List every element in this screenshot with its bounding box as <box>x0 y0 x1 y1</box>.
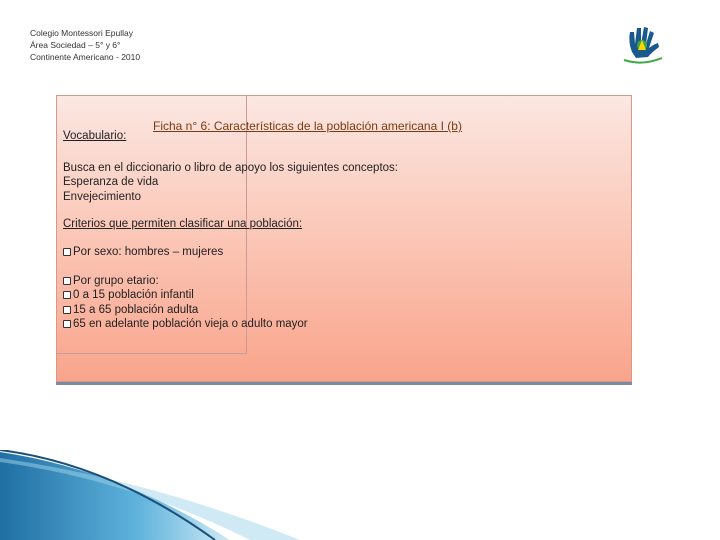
square-bullet-icon <box>63 320 71 328</box>
vocabulary-label: Vocabulario: <box>63 130 127 142</box>
square-bullet-icon <box>63 291 71 299</box>
list-item: Por grupo etario: <box>63 275 159 287</box>
list-item: 15 a 65 población adulta <box>63 304 198 316</box>
subject-line: Área Sociedad – 5° y 6° <box>30 40 121 50</box>
decorative-wave <box>0 450 720 540</box>
instruction-text: Busca en el diccionario o libro de apoyo los siguientes conceptos: <box>63 162 398 174</box>
criteria-label: Criterios que permiten clasificar una población: <box>63 218 303 230</box>
list-item: Por sexo: hombres – mujeres <box>63 246 223 258</box>
worksheet-card <box>56 95 632 382</box>
list-item: 65 en adelante población vieja o adulto mayor <box>63 318 308 330</box>
list-item: 0 a 15 población infantil <box>63 289 194 301</box>
topic-line: Continente Americano - 2010 <box>30 52 141 62</box>
worksheet-title: Ficha n° 6: Características de la población americana I (b) <box>153 119 462 133</box>
montessori-hand-logo <box>618 22 666 66</box>
school-name: Colegio Montessori Epullay <box>30 28 133 38</box>
square-bullet-icon <box>63 277 71 285</box>
concept-item: Envejecimiento <box>63 191 141 203</box>
square-bullet-icon <box>63 248 71 256</box>
square-bullet-icon <box>63 306 71 314</box>
school-header <box>30 27 140 63</box>
concept-item: Esperanza de vida <box>63 176 159 188</box>
